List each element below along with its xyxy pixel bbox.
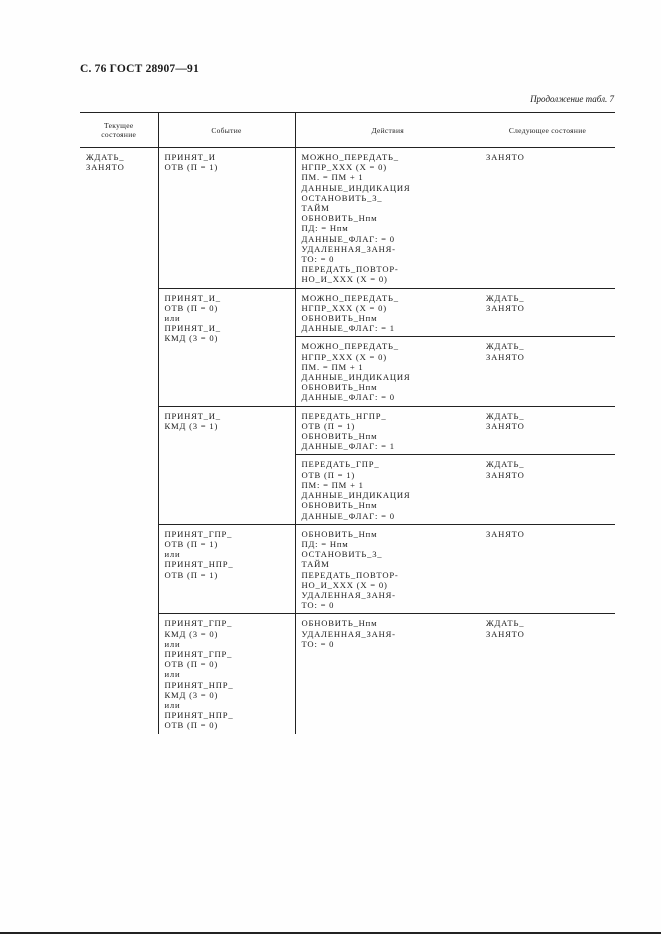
page-bottom-rule [0, 932, 661, 934]
next-state-cell: ЖДАТЬ_ ЗАНЯТО [480, 455, 615, 524]
action-cell: МОЖНО_ПЕРЕДАТЬ_ НГПР_ХХХ (Х = 0) ПМ. = ПМ + 1 ДАННЫЕ_ИНДИКАЦИЯ ОБНОВИТЬ_Нпм ДАННЫЕ_ФЛАГ: = 0 [295, 337, 480, 406]
page-header: С. 76 ГОСТ 28907—91 [80, 63, 199, 75]
table-row [80, 148, 615, 289]
event-cell: ПРИНЯТ_И_ КМД (3 = 1) [158, 406, 295, 524]
event-cell: ПРИНЯТ_ГПР_ КМД (3 = 0) или ПРИНЯТ_ГПР_ ОТВ (П = 0) или ПРИНЯТ_НПР_ КМД (3 = 0) или ПРИНЯТ_НПР_ ОТВ (П = 0) [158, 614, 295, 734]
action-cell: ПЕРЕДАТЬ_ГПР_ ОТВ (П = 1) ПМ: = ПМ + 1 ДАННЫЕ_ИНДИКАЦИЯ ОБНОВИТЬ_Нпм ДАННЫЕ_ФЛАГ: = 0 [295, 455, 480, 524]
next-state-cell: ЗАНЯТО [480, 148, 615, 289]
action-cell: МОЖНО_ПЕРЕДАТЬ_ НГПР_ХХХ (Х = 0) ПМ. = ПМ + 1 ДАННЫЕ_ИНДИКАЦИЯ ОСТАНОВИТЬ_3_ ТАЙМ ОБНОВИТЬ_Нпм ПД: = Нпм ДАННЫЕ_ФЛАГ: = 0 УДАЛЕННАЯ_ЗАНЯ- ТО: = 0 ПЕРЕДАТЬ_ПОВТОР- НО_И_ХХХ (Х = 0) [295, 148, 480, 289]
next-state-cell: ЖДАТЬ_ ЗАНЯТО [480, 337, 615, 406]
column-header-next-state: Следующее состояние [480, 113, 615, 148]
event-cell: ПРИНЯТ_И_ ОТВ (П = 0) или ПРИНЯТ_И_ КМД (3 = 0) [158, 288, 295, 406]
next-state-cell: ЖДАТЬ_ ЗАНЯТО [480, 288, 615, 337]
action-cell: ОБНОВИТЬ_Нпм ПД: = Нпм ОСТАНОВИТЬ_3_ ТАЙМ ПЕРЕДАТЬ_ПОВТОР- НО_И_ХХХ (Х = 0) УДАЛЕННАЯ_ЗАНЯ- ТО: = 0 [295, 524, 480, 614]
event-cell: ПРИНЯТ_И ОТВ (П = 1) [158, 148, 295, 289]
table-row [80, 614, 615, 734]
action-cell: ОБНОВИТЬ_Нпм УДАЛЕННАЯ_ЗАНЯ- ТО: = 0 [295, 614, 480, 734]
column-header-event: Событие [158, 113, 295, 148]
next-state-cell: ЖДАТЬ_ ЗАНЯТО [480, 406, 615, 455]
action-cell: ПЕРЕДАТЬ_НГПР_ ОТВ (П = 1) ОБНОВИТЬ_Нпм ДАННЫЕ_ФЛАГ: = 1 [295, 406, 480, 455]
column-header-actions: Действия [295, 113, 480, 148]
current-state-cell: ЖДАТЬ_ ЗАНЯТО [86, 152, 125, 173]
table-continuation-caption: Продолжение табл. 7 [530, 94, 614, 104]
next-state-cell: ЗАНЯТО [480, 524, 615, 614]
state-transition-table [80, 112, 615, 734]
next-state-cell: ЖДАТЬ_ ЗАНЯТО [480, 614, 615, 734]
action-cell: МОЖНО_ПЕРЕДАТЬ_ НГПР_ХХХ (Х = 0) ОБНОВИТЬ_Нпм ДАННЫЕ_ФЛАГ: = 1 [295, 288, 480, 337]
column-header-current-state: Текущее состояние [80, 113, 158, 148]
table-row [80, 406, 615, 455]
table-header-row [80, 113, 615, 148]
event-cell: ПРИНЯТ_ГПР_ ОТВ (П = 1) или ПРИНЯТ_НПР_ ОТВ (П = 1) [158, 524, 295, 614]
table-row [80, 288, 615, 337]
table-row [80, 524, 615, 614]
